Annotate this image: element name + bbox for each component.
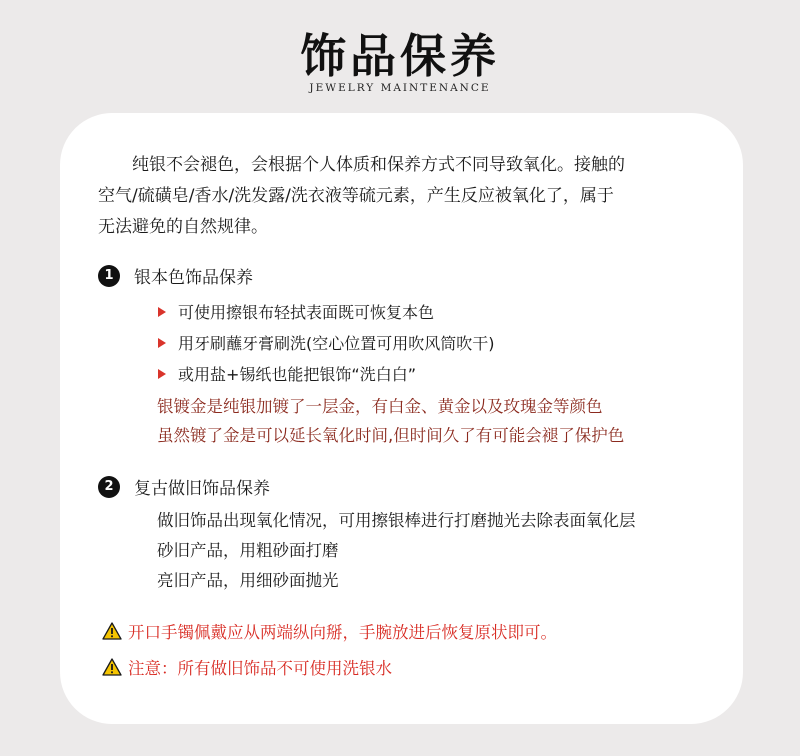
body-line: 砂旧产品，用粗砂面打磨: [157, 541, 339, 560]
warning-text: 开口手镯佩戴应从两端纵向掰，手腕放进后恢复原状即可。: [128, 623, 557, 642]
triangle-bullet-icon: [158, 369, 166, 379]
warning-icon: [102, 658, 122, 676]
warning-icon: [102, 622, 122, 640]
note-line: 虽然镀了金是可以延长氧化时间,但时间久了有可能会褪了保护色: [157, 426, 625, 445]
list-item: [158, 327, 495, 358]
warning-line: [102, 655, 392, 679]
number-badge: 2: [98, 476, 120, 498]
intro-line: 无法避免的自然规律。: [98, 217, 268, 237]
list-item: [158, 296, 495, 327]
list-item-text: 可使用擦银布轻拭表面既可恢复本色: [178, 303, 435, 322]
section-1-note: [157, 392, 624, 450]
triangle-bullet-icon: [158, 338, 166, 348]
body-line: 亮旧产品，用细砂面抛光: [157, 571, 339, 590]
section-1-bullets: [158, 296, 495, 389]
number-badge: 1: [98, 265, 120, 287]
list-item: [158, 358, 495, 389]
intro-paragraph: [98, 150, 708, 243]
page-subtitle: JEWELRY MAINTENANCE: [309, 82, 491, 94]
warning-line: [102, 619, 557, 643]
section-1-heading: [98, 263, 253, 288]
intro-line: 空气/硫磺皂/香水/洗发露/洗衣液等硫元素，产生反应被氧化了，属于: [98, 186, 614, 206]
list-item-text: 或用盐+锡纸也能把银饰“洗白白”: [178, 365, 416, 384]
intro-line: 纯银不会褪色，会根据个人体质和保养方式不同导致氧化。接触的: [132, 155, 625, 175]
section-2-body: [157, 506, 636, 596]
body-line: 做旧饰品出现氧化情况，可用擦银棒进行打磨抛光去除表面氧化层: [157, 511, 636, 530]
list-item-text: 用牙刷蘸牙膏刷洗(空心位置可用吹风筒吹干): [178, 334, 495, 353]
section-1-title: 银本色饰品保养: [134, 268, 253, 288]
section-2-title: 复古做旧饰品保养: [134, 479, 270, 499]
warning-text: 注意：所有做旧饰品不可使用洗银水: [128, 659, 392, 678]
section-2-heading: [98, 474, 270, 499]
page-title: 饰品保养: [300, 29, 500, 83]
note-line: 银镀金是纯银加镀了一层金，有白金、黄金以及玫瑰金等颜色: [157, 397, 603, 416]
triangle-bullet-icon: [158, 307, 166, 317]
